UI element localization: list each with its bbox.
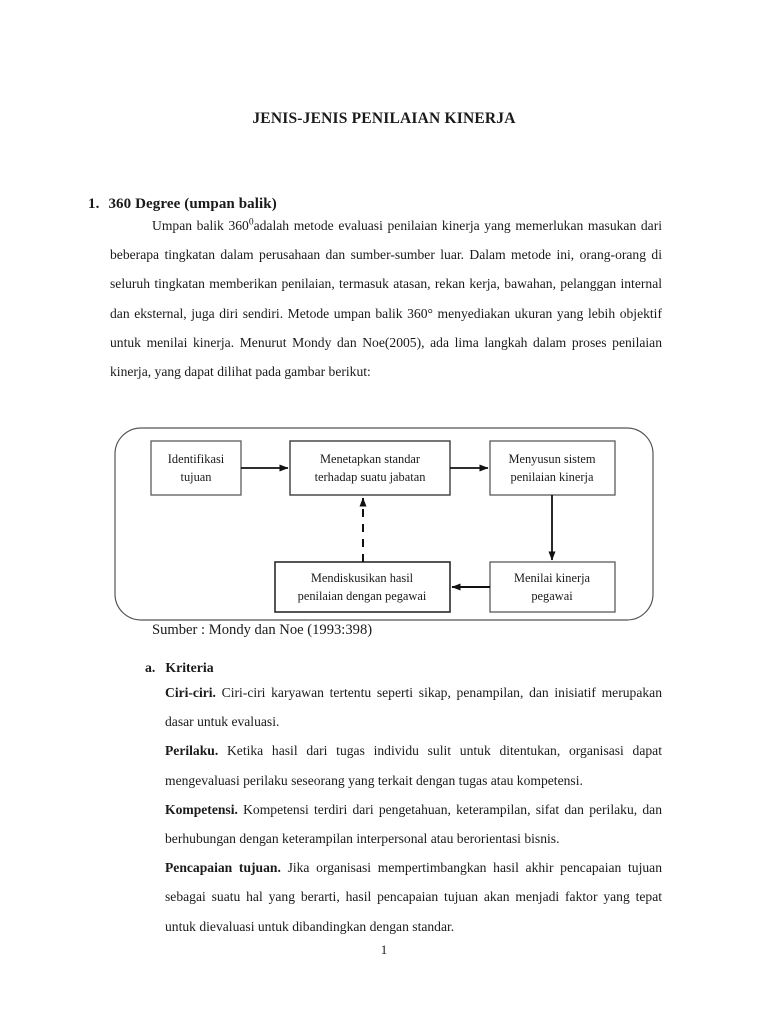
section-heading-label: 360 Degree (umpan balik) bbox=[108, 196, 277, 212]
criteria-text-ciri-ciri: Ciri-ciri karyawan tertentu seperti sikap, penampilan, dan inisiatif merupakan dasar untuk evaluasi. bbox=[165, 685, 662, 730]
criteria-term-pencapaian-tujuan: Pencapaian tujuan. bbox=[165, 860, 281, 876]
criteria-item-pencapaian-tujuan bbox=[165, 853, 662, 941]
criteria-text-pencapaian-tujuan: Jika organisasi mempertimbangkan hasil akhir pencapaian tujuan sebagai suatu hal yang berarti, hasil pencapaian tujuan akan menjadi faktor yang tepat untuk dievaluasi untuk dibandingkan dengan standar. bbox=[165, 860, 662, 934]
page-number: 1 bbox=[380, 942, 388, 957]
box-menilai-kinerja-line-1: Menilai kinerja bbox=[513, 571, 591, 585]
sub-section-body bbox=[165, 678, 662, 941]
degree-superscript: 0 bbox=[248, 217, 254, 228]
paragraph-rest: adalah metode evaluasi penilaian kinerja yang memerlukan masukan dari beberapa tingkatan dalam perusahaan dan sumber-sumber luar. Dalam metode ini, orang-orang di seluruh tingkatan memberikan penilaian, termasuk atasan, rekan kerja, bawahan, pelanggan internal dan eksternal, juga diri sendiri. Metode umpan balik 360° menyediakan ukuran yang lebih objektif untuk menilai kinerja. Menurut Mondy dan Noe(2005), ada lima langkah dalam proses penilaian kinerja, yang dapat dilihat pada gambar berikut: bbox=[110, 218, 662, 380]
figure-source-caption: Sumber : Mondy dan Noe (1993:398) bbox=[152, 622, 373, 638]
criteria-text-kompetensi: Kompetensi terdiri dari pengetahuan, keterampilan, sifat dan perilaku, dan berhubungan dengan keterampilan interpersonal atau berorientasi bisnis. bbox=[165, 801, 662, 847]
page-title: JENIS-JENIS PENILAIAN KINERJA bbox=[252, 110, 516, 127]
criteria-term-ciri-ciri: Ciri-ciri. bbox=[165, 685, 216, 700]
box-mendiskusikan-hasil bbox=[275, 562, 450, 612]
box-menyusun-sistem-line-2: penilaian kinerja bbox=[510, 470, 594, 484]
box-menetapkan-standar bbox=[290, 441, 450, 495]
box-menilai-kinerja-line-2: pegawai bbox=[531, 589, 573, 603]
box-menetapkan-standar-line-1: Menetapkan standar bbox=[319, 452, 421, 466]
box-menetapkan-standar-line-2: terhadap suatu jabatan bbox=[314, 470, 426, 484]
criteria-item-perilaku bbox=[165, 736, 662, 794]
section-number: 1. bbox=[88, 196, 100, 212]
sub-section-heading bbox=[145, 660, 214, 676]
box-menilai-kinerja bbox=[490, 562, 615, 612]
criteria-text-perilaku: Ketika hasil dari tugas individu sulit untuk ditentukan, organisasi dapat mengevaluasi perilaku seseorang yang terkait dengan tugas atau kompetensi. bbox=[165, 743, 662, 788]
sub-section-heading-label: Kriteria bbox=[165, 660, 214, 675]
criteria-term-kompetensi: Kompetensi. bbox=[165, 801, 238, 817]
paragraph-lead: Umpan balik 360 bbox=[152, 218, 249, 233]
box-mendiskusikan-hasil-line-2: penilaian dengan pegawai bbox=[297, 589, 427, 603]
section-paragraph bbox=[110, 211, 662, 386]
box-identifikasi-tujuan-line-2: tujuan bbox=[180, 470, 212, 484]
box-mendiskusikan-hasil-line-1: Mendiskusikan hasil bbox=[310, 571, 414, 585]
criteria-term-perilaku: Perilaku. bbox=[165, 743, 219, 759]
performance-appraisal-flow-diagram bbox=[112, 424, 657, 624]
box-identifikasi-tujuan-line-1: Identifikasi bbox=[167, 452, 225, 466]
sub-section-marker: a. bbox=[145, 660, 156, 675]
box-menyusun-sistem bbox=[490, 441, 615, 495]
box-identifikasi-tujuan bbox=[151, 441, 241, 495]
box-menyusun-sistem-line-1: Menyusun sistem bbox=[508, 452, 596, 466]
criteria-item-kompetensi bbox=[165, 795, 662, 853]
criteria-item-ciri-ciri bbox=[165, 678, 662, 736]
